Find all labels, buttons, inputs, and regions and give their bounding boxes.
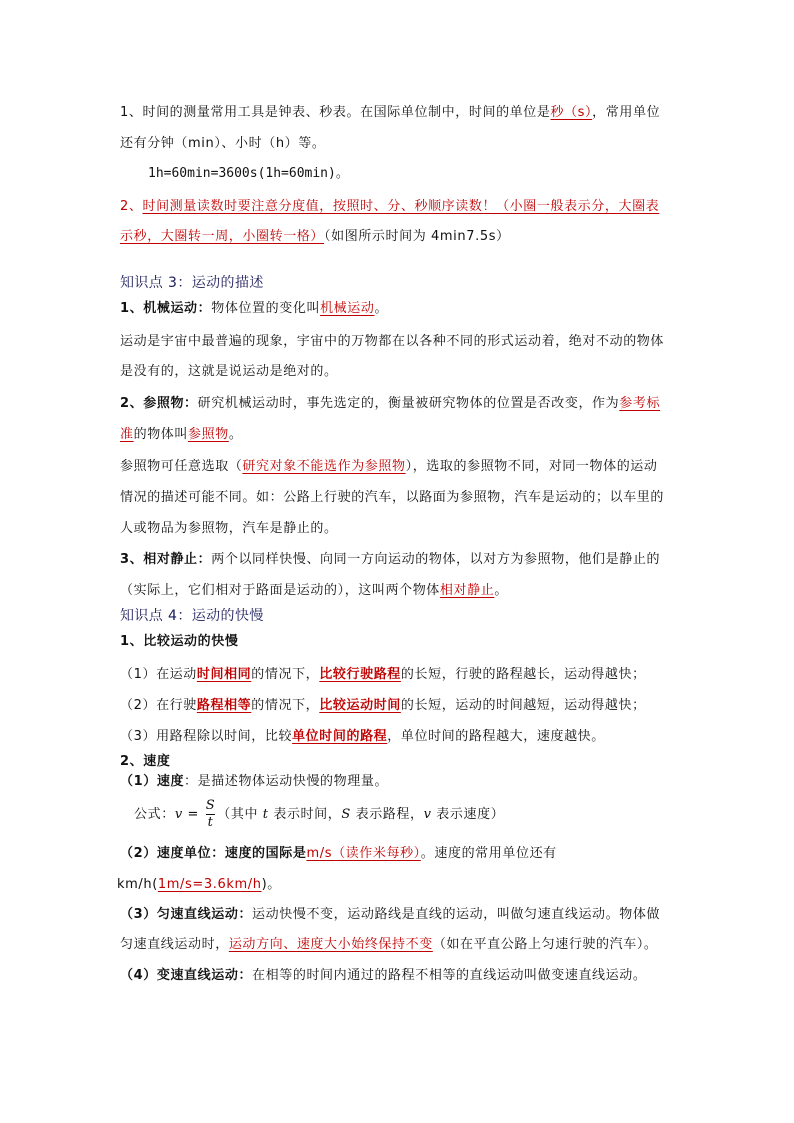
section-title-motion-description: 知识点 3：运动的描述	[120, 275, 264, 291]
term: （4）变速直线运动：	[120, 968, 253, 983]
text: 的物体叫	[133, 427, 189, 442]
time-tools-line	[120, 104, 660, 122]
text: （1）在运动	[120, 667, 197, 682]
text: 研究机械运动时，事先选定的，衡量被研究物体的位置是否改变，作为	[197, 396, 620, 411]
text: 的长短，行驶的路程越长，运动得越快；	[400, 667, 646, 682]
text: 。	[494, 583, 508, 598]
text: 在相等的时间内通过的路程不相等的直线运动叫做变速直线运动。	[252, 968, 647, 983]
subheading-compare-speed: 1、比较运动的快慢	[120, 634, 239, 649]
reading-note-line	[120, 198, 659, 216]
compare-method-1	[120, 666, 646, 684]
highlight: 参考标	[619, 396, 661, 411]
text: 的长短，运动的时间越短，运动得越快；	[400, 698, 646, 713]
text: ，常用单位	[592, 105, 661, 120]
speed-formula-line	[134, 796, 504, 834]
time-conversion-line	[148, 165, 349, 183]
text: 表示路程，	[350, 807, 424, 822]
time-units-line	[120, 135, 325, 153]
term: 1、机械运动：	[120, 301, 212, 316]
highlight: 准	[120, 427, 134, 442]
paragraph-line: 是没有的，这就是说运动是绝对的。	[120, 364, 338, 379]
text: 还有分钟（min）、小时（h）等。	[120, 136, 326, 151]
speed-unit-line-2	[117, 876, 281, 894]
highlight: 路程相等	[196, 698, 252, 713]
text: 参照物可任意选取（	[120, 459, 243, 474]
highlight: 时间相同	[196, 667, 252, 682]
formula-numerator: S	[205, 798, 216, 813]
text: （2）在行驶	[120, 698, 197, 713]
reference-object-line-2	[120, 426, 242, 444]
term: （1）速度	[120, 774, 185, 789]
text: 公式：	[134, 807, 175, 822]
term: （2）速度单位：速度的国际是	[120, 846, 307, 861]
text: 表示时间，	[268, 807, 342, 822]
highlight: 相对静止	[439, 583, 495, 598]
text: （如在平直公路上匀速行驶的汽车）。	[432, 937, 658, 952]
term: 2、参照物：	[120, 396, 198, 411]
highlight-second-unit: 秒（s）	[550, 105, 593, 120]
reading-note-line-2	[120, 228, 510, 246]
speed-unit-line	[120, 845, 557, 863]
term: （3）匀速直线运动：	[120, 907, 253, 922]
paragraph-line: 运动是宇宙中最普遍的现象，宇宙中的万物都在以各种不同的形式运动着，绝对不动的物体	[120, 334, 665, 349]
relative-rest-line-2	[120, 582, 508, 600]
highlight: 参照物	[188, 427, 229, 442]
text: 物体位置的变化叫	[211, 301, 321, 316]
mechanical-motion-line	[120, 300, 388, 318]
text: （如图所示时间为 4min7.5s）	[324, 229, 510, 244]
text: 表示速度）	[431, 807, 505, 822]
text: 。	[228, 427, 243, 442]
compare-method-2	[120, 697, 646, 715]
formula-fraction	[206, 799, 216, 830]
highlight: 比较运动时间	[319, 698, 401, 713]
speed-definition	[120, 773, 388, 791]
paragraph-line: 情况的描述可能不同。如：公路上行驶的汽车，以路面为参照物，汽车是运动的；以车里的	[120, 490, 665, 505]
subheading-speed: 2、速度	[120, 754, 171, 769]
relative-rest-line	[120, 551, 660, 569]
formula-v: v	[174, 807, 183, 822]
highlight: 研究对象不能选作为参照物	[242, 459, 406, 474]
text: 的情况下，	[251, 667, 320, 682]
highlight: 1m/s=3.6km/h	[157, 877, 262, 892]
text: 两个以同样快慢、向同一方向运动的物体，以对方为参照物，他们是静止的	[211, 552, 661, 567]
highlight: 比较行驶路程	[319, 667, 401, 682]
highlight-reading-rule: 时间测量读数时要注意分度值，按照时、分、秒顺序读数！（小圈一般表示分，大圈表	[142, 199, 660, 214]
text: )。	[261, 877, 281, 892]
highlight: 运动方向、速度大小始终保持不变	[228, 937, 433, 952]
symbol: v	[423, 807, 432, 822]
compare-method-3	[120, 728, 605, 746]
uniform-motion-line	[120, 906, 660, 924]
text: 匀速直线运动时，	[120, 937, 229, 952]
reference-object-line	[120, 395, 660, 413]
term: 3、相对静止：	[120, 552, 212, 567]
highlight-dial-rule: 示秒，大圈转一周，小圈转一格）	[120, 229, 325, 244]
text: =	[182, 807, 204, 822]
text: km/h(	[117, 877, 158, 892]
text: 1、时间的测量常用工具是钟表、秒表。在国际单位制中，时间的单位是	[120, 105, 551, 120]
text: ），选取的参照物不同，对同一物体的运动	[405, 459, 658, 474]
symbol: t	[262, 807, 269, 822]
variable-motion-line	[120, 967, 646, 985]
highlight: 单位时间的路程	[292, 729, 388, 744]
text: ，单位时间的路程越大，速度越快。	[387, 729, 605, 744]
text: 。速度的常用单位还有	[420, 846, 557, 861]
text: （3）用路程除以时间，比较	[120, 729, 293, 744]
text: 1h=60min=3600s(1h=60min)。	[148, 166, 349, 181]
text: 。	[374, 301, 389, 316]
section-title-motion-speed: 知识点 4：运动的快慢	[120, 608, 264, 624]
highlight: m/s（读作米每秒）	[306, 846, 421, 861]
paragraph-line: 人或物品为参照物，汽车是静止的。	[120, 521, 338, 536]
text: 运动快慢不变，运动路线是直线的运动，叫做匀速直线运动。物体做	[252, 907, 661, 922]
text: ：是描述物体运动快慢的物理量。	[184, 774, 389, 789]
text: 2、	[120, 199, 143, 214]
uniform-motion-line-2	[120, 936, 658, 954]
text: （其中	[217, 807, 263, 822]
symbol: S	[341, 807, 351, 822]
text: 的情况下，	[251, 698, 320, 713]
formula-denominator: t	[207, 815, 214, 830]
paragraph-line	[120, 458, 658, 476]
text: （实际上，它们相对于路面是运动的），这叫两个物体	[120, 583, 440, 598]
highlight: 机械运动	[320, 301, 375, 316]
